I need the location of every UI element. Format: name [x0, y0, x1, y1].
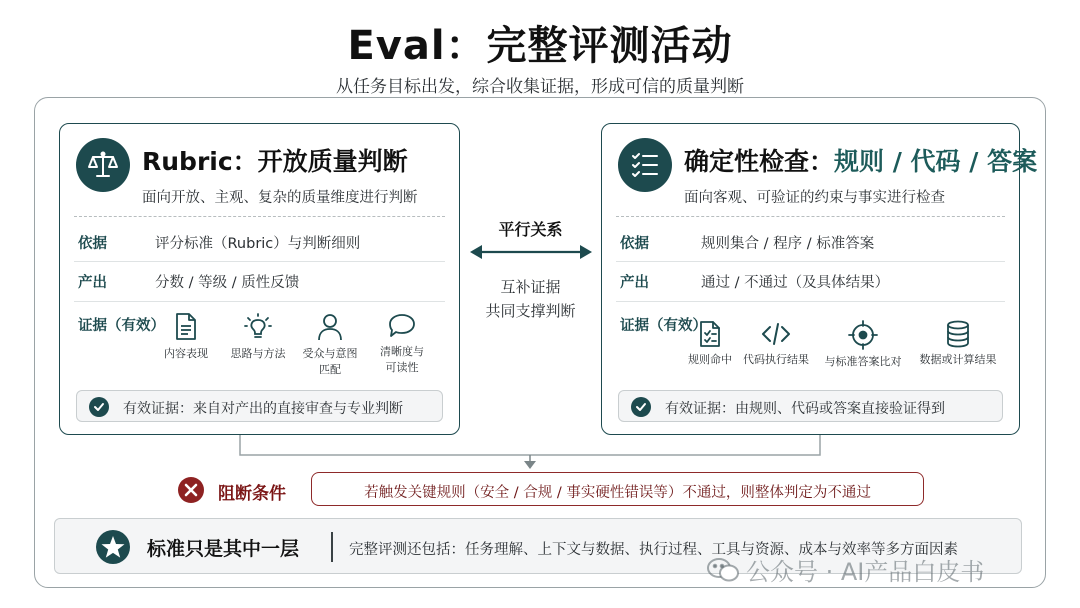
basis-label: 依据: [620, 236, 649, 252]
valid-evidence-box: [76, 390, 443, 422]
evidence-label-text: 受众与意图 匹配: [302, 347, 358, 376]
check-circle-icon: [631, 397, 651, 417]
person-icon: [316, 312, 344, 342]
page-title: Eval：完整评测活动: [347, 23, 733, 69]
code-icon: [760, 320, 792, 348]
rubric-title: Rubric：开放质量判断: [142, 147, 408, 176]
evidence-label-text: 内容表现: [164, 347, 208, 360]
check-circle-icon: [89, 397, 109, 417]
output-label: 产出: [620, 275, 649, 291]
speech-bubble-icon: [387, 312, 417, 340]
evidence-item: [298, 312, 362, 378]
rubric-description: 面向开放、主观、复杂的质量维度进行判断: [142, 190, 418, 206]
valid-evidence-box: [618, 390, 1003, 422]
deterministic-title-accent: 规则 / 代码 / 答案: [834, 147, 1038, 176]
parallel-line-2: 共同支撑判断: [485, 302, 576, 320]
lightbulb-icon: [243, 312, 273, 342]
standard-text: 完整评测还包括：任务理解、上下文与数据、执行过程、工具与资源、成本与效率等多方面因素: [349, 542, 958, 558]
deterministic-title-prefix: 确定性检查：: [684, 147, 835, 176]
deterministic-card: [601, 123, 1038, 435]
evidence-label: 证据（有效）: [620, 318, 707, 334]
divider: [616, 301, 1005, 302]
basis-value: 规则集合 / 程序 / 标准答案: [701, 236, 875, 252]
parallel-line-1: 互补证据: [500, 278, 561, 296]
output-value: 分数 / 等级 / 质性反馈: [155, 275, 300, 291]
blocking-box: [311, 472, 924, 506]
scales-icon: [76, 138, 130, 192]
parallel-title: 平行关系: [498, 220, 563, 239]
evidence-label-text: 代码执行结果: [743, 353, 809, 366]
output-label: 产出: [78, 275, 107, 291]
watermark: [706, 552, 984, 587]
standard-title: 标准只是其中一层: [147, 538, 300, 560]
evidence-label-text: 思路与方法: [230, 347, 286, 360]
evidence-label-text: 清晰度与 可读性: [380, 345, 424, 374]
divider: [74, 301, 445, 302]
evidence-item: [154, 312, 218, 362]
x-circle-icon: [177, 476, 205, 504]
separator: [331, 532, 333, 562]
evidence-label-text: 数据或计算结果: [919, 353, 997, 366]
evidence-label: 证据（有效）: [78, 318, 165, 334]
evidence-item: [912, 320, 1004, 368]
document-icon: [172, 312, 200, 342]
valid-evidence-text: 有效证据：来自对产出的直接审查与专业判断: [123, 401, 403, 417]
wechat-icon: [706, 556, 740, 584]
evidence-label-text: 与标准答案比对: [824, 355, 902, 368]
basis-value: 评分标准（Rubric）与判断细则: [155, 236, 361, 252]
deterministic-title: [684, 142, 1037, 178]
divider: [74, 261, 445, 262]
database-icon: [945, 320, 971, 348]
basis-label: 依据: [78, 236, 107, 252]
blocking-text: 若触发关键规则（安全 / 合规 / 事实硬性错误等）不通过，则整体判定为不通过: [364, 485, 871, 501]
evidence-item: [678, 320, 742, 368]
watermark-text: 公众号 · AI产品白皮书: [746, 558, 985, 586]
checklist-icon: [618, 138, 672, 192]
page-subtitle: 从任务目标出发，综合收集证据，形成可信的质量判断: [336, 77, 744, 97]
blocking-label: 阻断条件: [218, 484, 286, 504]
divider: [616, 261, 1005, 262]
evidence-label-text: 规则命中: [688, 353, 732, 366]
divider: [616, 216, 1005, 217]
evidence-item: [817, 320, 909, 370]
evidence-item: [226, 312, 290, 362]
rule-check-icon: [697, 320, 723, 348]
target-icon: [848, 320, 878, 350]
rubric-card: [59, 123, 460, 435]
valid-evidence-text: 有效证据：由规则、代码或答案直接验证得到: [665, 401, 945, 417]
divider: [74, 216, 445, 217]
output-value: 通过 / 不通过（及具体结果）: [701, 275, 890, 291]
star-icon: [95, 529, 131, 565]
evidence-item: [736, 320, 816, 368]
evidence-item: [370, 312, 434, 376]
deterministic-description: 面向客观、可验证的约束与事实进行检查: [684, 190, 945, 206]
